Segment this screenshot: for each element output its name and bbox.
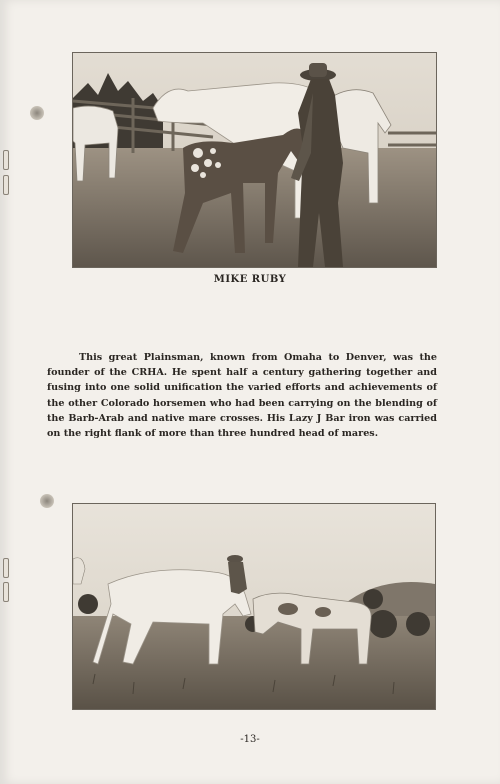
photo-caption: MIKE RUBY: [213, 274, 287, 285]
binding-staple-top: [3, 150, 9, 170]
binding-staple-top-2: [3, 175, 9, 195]
binding-staple-bottom-2: [3, 582, 9, 602]
binding-staple-bottom: [3, 558, 9, 578]
photo-horses-on-range: [72, 503, 436, 710]
photo-mike-ruby-with-horses: [72, 52, 437, 268]
punch-hole-bottom: [40, 494, 54, 508]
punch-hole-top: [30, 106, 44, 120]
photo-range-scene: [73, 504, 435, 709]
page-number: -13-: [240, 734, 260, 745]
body-paragraph: This great Plainsman, known from Omaha to Denver, was the founder of the CRHA. He spent half a century gathering together and fusing into one solid unification the varied efforts and achievements of the other Colorado horsemen who had been carrying on the blending of the Barb-Arab and native mare crosses. His Lazy J Bar iron was carried on the right flank of more than three hundred head of mares.: [47, 352, 437, 440]
photo-corral-scene: [73, 53, 436, 267]
